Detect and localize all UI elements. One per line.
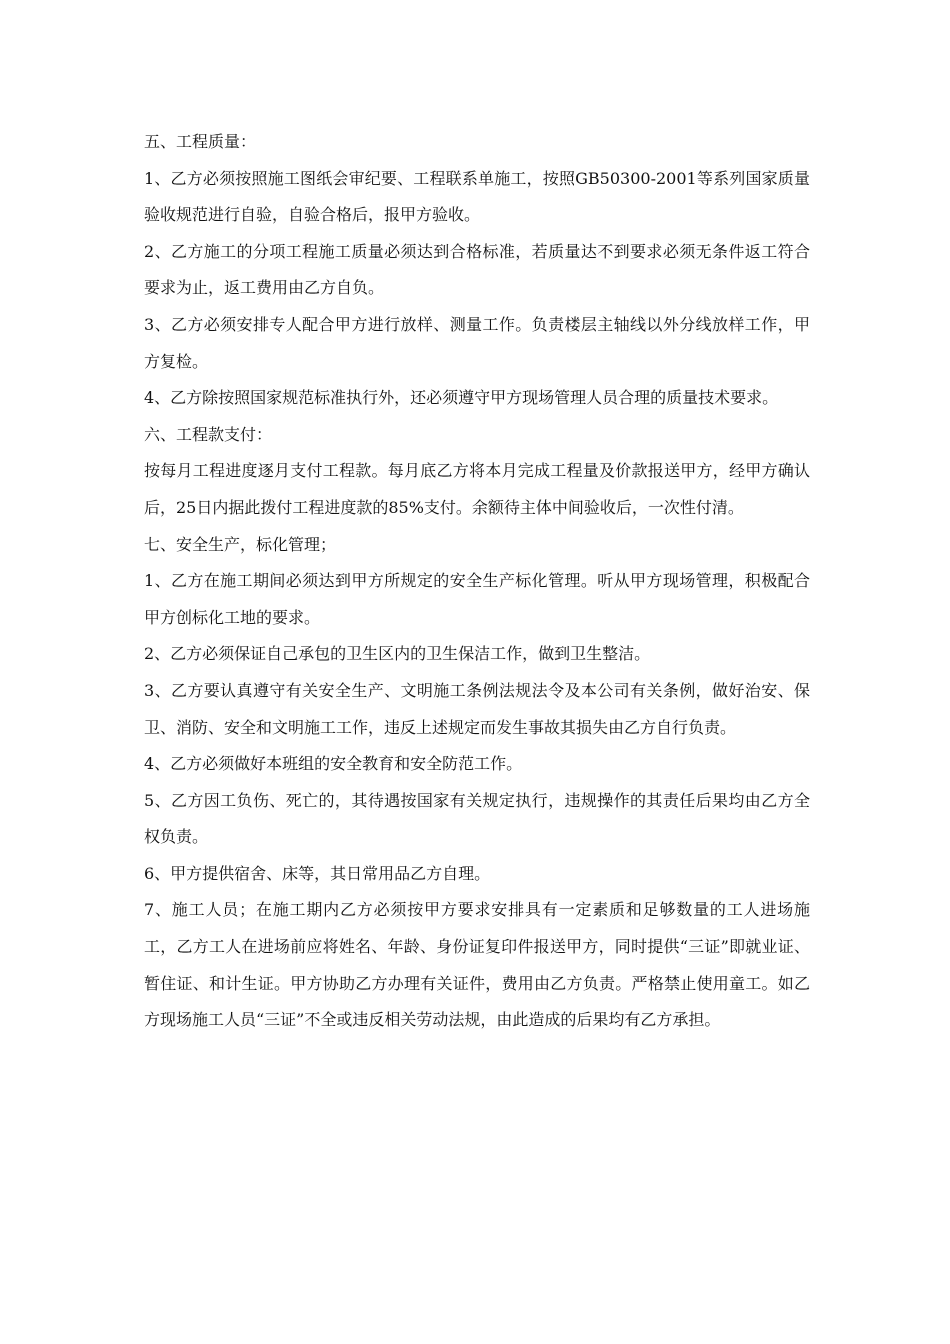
quality-clause-3: 3、乙方必须安排专人配合甲方进行放样、测量工作。负责楼层主轴线以外分线放样工作，甲方复检。 [144, 314, 810, 371]
section-heading-quality: 五、工程质量： [144, 132, 257, 151]
document-body [144, 124, 810, 1039]
safety-clause-2: 2、乙方必须保证自己承包的卫生区内的卫生保洁工作，做到卫生整洁。 [144, 644, 651, 664]
safety-clause-4: 4、乙方必须做好本班组的安全教育和安全防范工作。 [144, 754, 523, 774]
section-heading-safety: 七、安全生产，标化管理； [144, 534, 337, 554]
section-heading-payment: 六、工程款支付： [144, 424, 273, 444]
safety-clause-5: 5、乙方因工负伤、死亡的，其待遇按国家有关规定执行，违规操作的其责任后果均由乙方全权负责。 [144, 790, 810, 847]
safety-clause-6: 6、甲方提供宿舍、床等，其日常用品乙方自理。 [144, 863, 491, 883]
payment-clause: 按每月工程进度逐月支付工程款。每月底乙方将本月完成工程量及价款报送甲方，经甲方确认后，25日内据此拨付工程进度款的85%支付。余额待主体中间验收后，一次性付清。 [144, 461, 810, 517]
quality-clause-2: 2、乙方施工的分项工程施工质量必须达到合格标准，若质量达不到要求必须无条件返工符合要求为止，返工费用由乙方自负。 [144, 241, 810, 298]
quality-clause-1: 1、乙方必须按照施工图纸会审纪要、工程联系单施工，按照GB50300-2001等系列国家质量验收规范进行自验，自验合格后，报甲方验收。 [144, 168, 810, 225]
safety-clause-7: 7、施工人员；在施工期内乙方必须按甲方要求安排具有一定素质和足够数量的工人进场施工，乙方工人在进场前应将姓名、年龄、身份证复印件报送甲方，同时提供“三证”即就业证、暂住证、和计生证。甲方协助乙方办理有关证件，费用由乙方负责。严格禁止使用童工。如乙方现场施工人员“三证”不全或违反相关劳动法规，由此造成的后果均有乙方承担。 [144, 900, 810, 1030]
safety-clause-3: 3、乙方要认真遵守有关安全生产、文明施工条例法规法令及本公司有关条例，做好治安、保卫、消防、安全和文明施工工作，违反上述规定而发生事故其损失由乙方自行负责。 [144, 680, 810, 737]
quality-clause-4: 4、乙方除按照国家规范标准执行外，还必须遵守甲方现场管理人员合理的质量技术要求。 [144, 388, 779, 408]
safety-clause-1: 1、乙方在施工期间必须达到甲方所规定的安全生产标化管理。听从甲方现场管理，积极配合甲方创标化工地的要求。 [144, 571, 810, 627]
